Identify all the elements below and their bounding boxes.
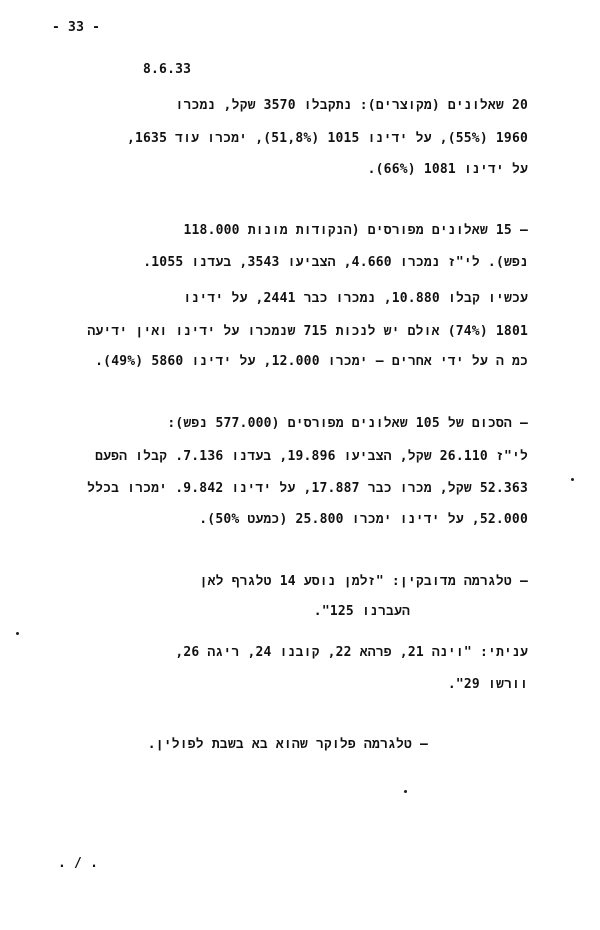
paragraph-1-line-2: 1960 (55%), על ידינו 1015 (51,8%), ימכרו עוד 1635, — [126, 131, 528, 146]
paragraph-1-line-3: על ידינו 1081 (66%). — [367, 162, 528, 177]
footer-mark: . / . — [58, 856, 99, 871]
paragraph-2-line-1: – 15 שאלונים מפורסים (הנקודות מונות 118.000 — [183, 223, 528, 238]
paragraph-1-line-1: 20 שאלונים (מקוצרים): נתקבלו 3570 שקל, נמכרו — [175, 98, 528, 113]
paragraph-3-line-4: 52.000, על ידינו ימכרו 25.800 (כמעט 50%). — [199, 512, 528, 527]
scan-speck — [571, 478, 574, 481]
paragraph-4-line-2: העברנו 125". — [313, 604, 410, 619]
page-number: - 33 - — [52, 20, 101, 35]
paragraph-2-line-4: 1801 (74%) אולם יש לנכות 715 שנמכרו על ידינו ואין ידיעה — [87, 324, 528, 339]
scan-speck — [404, 790, 407, 793]
paragraph-2-line-2: נפש). לי"ז נמכרו 4.660, הצביעו 3543, בעדנו 1055. — [143, 255, 528, 270]
paragraph-4-line-4: וורשו 29". — [447, 677, 528, 692]
paragraph-3-line-1: – הסכום של 105 שאלונים מפורסים (577.000 נפש): — [167, 416, 528, 431]
document-date: 8.6.33 — [143, 62, 192, 77]
paragraph-3-line-3: 52.363 שקל, מכרו כבר 17.887, על ידינו 9.842. ימכרו בכלל — [87, 481, 528, 496]
paragraph-4-line-3: עניתי: "וינה 21, פרהא 22, קובנו 24, ריגה 26, — [175, 645, 528, 660]
paragraph-2-line-3: עכשיו קבלו 10.880, נמכרו כבר 2441, על ידינו — [183, 291, 528, 306]
paragraph-2-line-5: כמ ה על ידי אחרים – ימכרו 12.000, על ידינו 5860 (49%). — [95, 354, 528, 369]
scan-speck — [16, 632, 19, 635]
paragraph-4-line-1: – טלגרמה מדובקין: "זלמן נוסע 14 טלגרף לאן — [199, 574, 528, 589]
paragraph-3-line-2: לי"ז 26.110 שקל, הצביעו 19.896, בעדנו 7.136. קבלו הפעם — [95, 449, 528, 464]
paragraph-5-line-1: – טלגרמה פלוקר שהוא בא בשבת לפולין. — [147, 737, 428, 752]
